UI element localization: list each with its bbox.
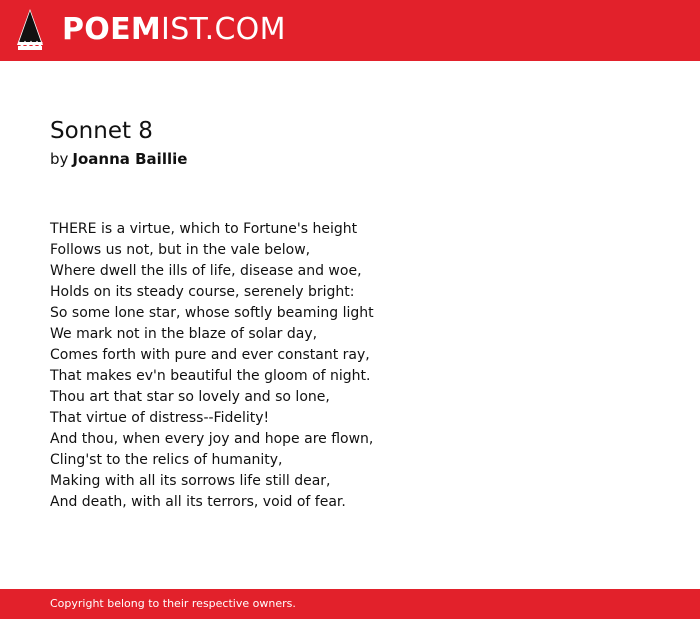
poem-line: That makes ev'n beautiful the gloom of night. xyxy=(50,368,371,384)
poem-line: Thou art that star so lovely and so lone, xyxy=(50,389,330,405)
poem-line: Where dwell the ills of life, disease and woe, xyxy=(50,263,362,279)
poem-line: And death, with all its terrors, void of fear. xyxy=(50,494,346,510)
poem-line: So some lone star, whose softly beaming light xyxy=(50,305,374,321)
poem-line: Making with all its sorrows life still dear, xyxy=(50,473,331,489)
poem-line: That virtue of distress--Fidelity! xyxy=(50,410,270,426)
by-label: by xyxy=(50,150,69,168)
poem-line: THERE is a virtue, which to Fortune's height xyxy=(50,221,358,237)
poem-line: Holds on its steady course, serenely bright: xyxy=(50,284,355,300)
poem-line: Follows us not, but in the vale below, xyxy=(50,242,311,258)
poem-line: Cling'st to the relics of humanity, xyxy=(50,452,283,468)
poem-byline xyxy=(50,148,187,170)
site-footer xyxy=(0,589,700,619)
pencil-tip-icon[interactable] xyxy=(16,9,44,51)
site-logo-text[interactable] xyxy=(62,12,286,48)
brand-bold-text: POEM xyxy=(62,12,162,47)
poem-body xyxy=(50,219,374,513)
poem-author: Joanna Baillie xyxy=(72,150,188,168)
poem-line: And thou, when every joy and hope are flown, xyxy=(50,431,374,447)
poem-line: We mark not in the blaze of solar day, xyxy=(50,326,318,342)
poem-title: Sonnet 8 xyxy=(50,118,153,144)
copyright-text: Copyright belong to their respective owners. xyxy=(50,597,296,610)
poem-line: Comes forth with pure and ever constant ray, xyxy=(50,347,370,363)
site-header xyxy=(0,0,700,61)
brand-light-text: IST.COM xyxy=(161,12,286,47)
